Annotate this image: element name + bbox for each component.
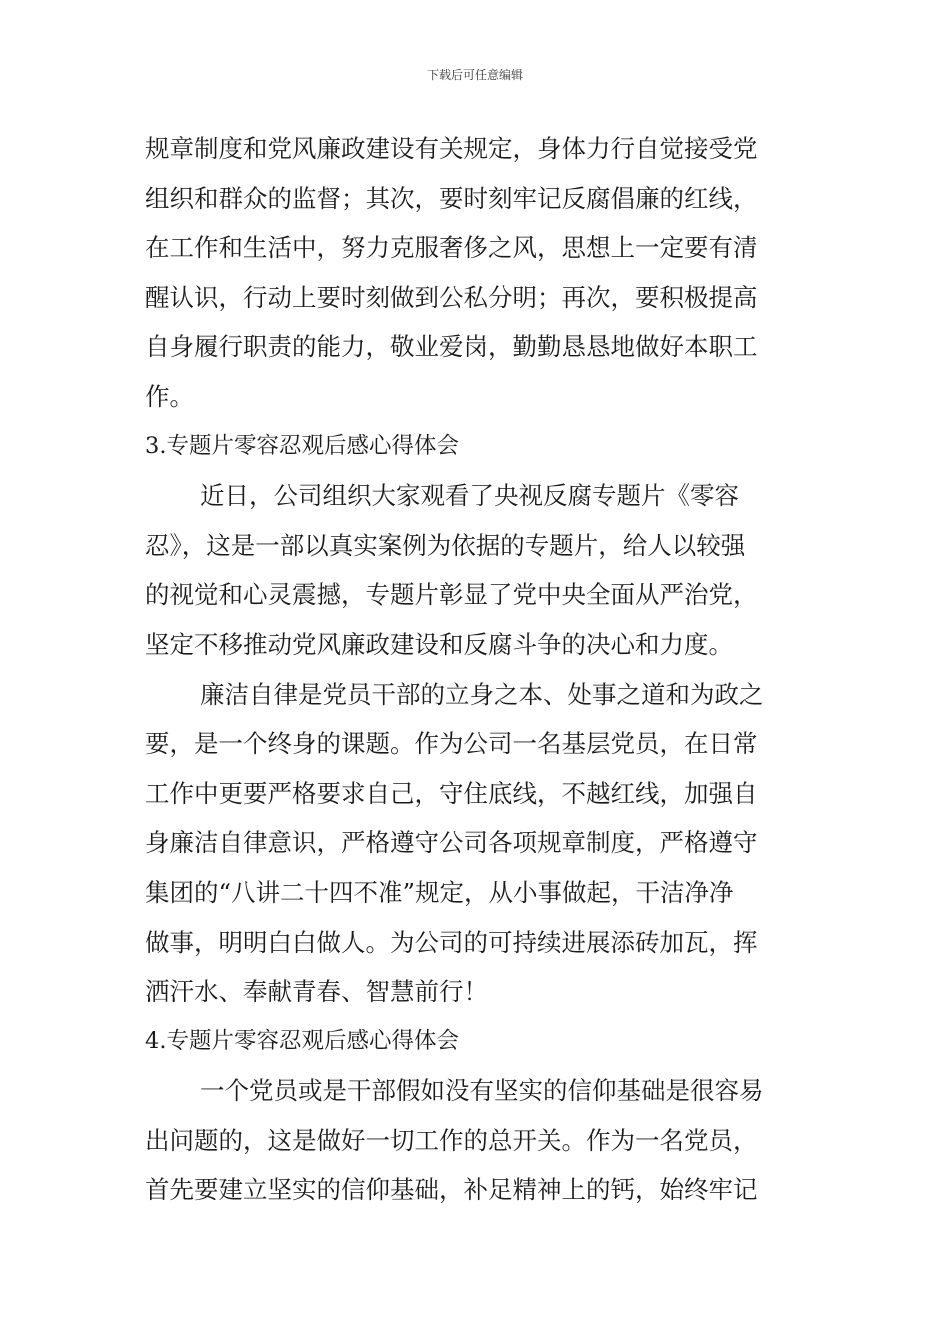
paragraph-line: 组织和群众的监督；其次，要时刻牢记反腐倡廉的红线，: [145, 183, 758, 213]
paragraph-line: 工作中更要严格要求自己，守住底线，不越红线，加强自: [145, 778, 758, 808]
paragraph-line: 洒汗水、奉献青春、智慧前行！: [145, 977, 488, 1007]
paragraph-line: 在工作和生活中，努力克服奢侈之风，思想上一定要有清: [145, 233, 758, 263]
paragraph-line: 坚定不移推动党风廉政建设和反腐斗争的决心和力度。: [145, 629, 733, 659]
paragraph-line: 醒认识，行动上要时刻做到公私分明；再次，要积极提高: [145, 282, 758, 312]
paragraph-first-line: 近日，公司组织大家观看了央视反腐专题片《零容: [200, 481, 739, 511]
paragraph-line: 集团的“八讲二十四不准”规定，从小事做起，干洁净净: [145, 877, 734, 907]
paragraph-line: 要，是一个终身的课题。作为公司一名基层党员，在日常: [145, 729, 758, 759]
paragraph-line: 忍》，这是一部以真实案例为依据的专题片，给人以较强: [145, 530, 746, 560]
paragraph-line: 身廉洁自律意识，严格遵守公司各项规章制度，严格遵守: [145, 828, 758, 858]
section-heading: 4.专题片零容忍观后感心得体会: [145, 1027, 459, 1054]
paragraph-first-line: 一个党员或是干部假如没有坚实的信仰基础是很容易: [200, 1076, 764, 1106]
paragraph-line: 规章制度和党风廉政建设有关规定，身体力行自觉接受党: [145, 134, 758, 163]
paragraph-first-line: 廉洁自律是党员干部的立身之本、处事之道和为政之: [200, 679, 764, 709]
section-heading: 3.专题片零容忍观后感心得体会: [145, 432, 459, 459]
paragraph-line: 的视觉和心灵震撼，专题片彰显了党中央全面从严治党，: [145, 580, 758, 610]
paragraph-line: 出问题的，这是做好一切工作的总开关。作为一名党员，: [145, 1125, 758, 1155]
paragraph-line: 自身履行职责的能力，敬业爱岗，勤勤恳恳地做好本职工: [145, 332, 758, 362]
paragraph-line: 作。: [145, 381, 194, 411]
paragraph-line: 做事，明明白白做人。为公司的可持续进展添砖加瓦，挥: [145, 927, 758, 957]
page-header: 下载后可任意编辑: [426, 68, 523, 82]
paragraph-line: 首先要建立坚实的信仰基础，补足精神上的钙，始终牢记: [145, 1175, 758, 1205]
document-body: [145, 124, 810, 1215]
